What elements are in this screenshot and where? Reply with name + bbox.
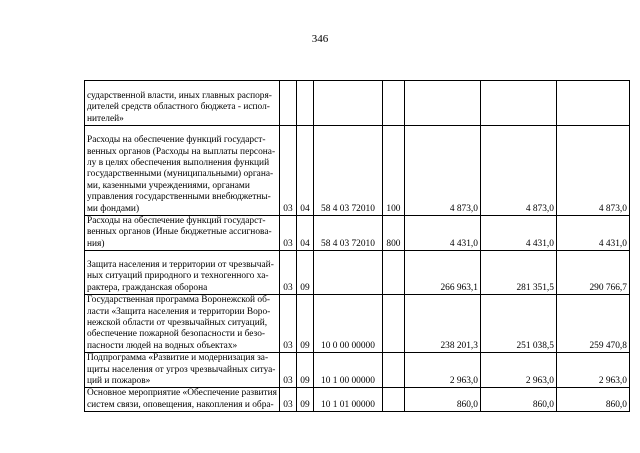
row-name-cell <box>85 216 280 251</box>
target-article-cell: 10 1 00 00000 <box>313 353 382 388</box>
row-name-line: Государственная программа Воронежской об- <box>87 295 270 306</box>
row-name-line: обеспечение пожарной безопасности и безо- <box>87 329 266 340</box>
row-name-line: ми фондами) <box>87 203 140 214</box>
row-name-line: ций и пожаров» <box>87 376 151 387</box>
amount-year3-cell <box>556 81 629 126</box>
table-row <box>85 251 630 295</box>
row-name-line: пасности людей на водных объектах» <box>87 340 238 351</box>
row-name-line: Расходы на обеспечение функций государст- <box>87 135 266 146</box>
expense-type-cell <box>382 81 404 126</box>
row-name-cell <box>85 353 280 388</box>
row-name-line: венных органов (Иные бюджетные ассигнова- <box>87 227 272 238</box>
row-name-line: щиты населения от угроз чрезвычайных ситуа- <box>87 364 276 375</box>
target-article-cell: 10 0 00 00000 <box>313 295 382 353</box>
section-code-cell: 03 <box>279 353 296 388</box>
amount-year2-cell: 4 873,0 <box>480 126 556 216</box>
row-name-line: управления государственными внебюджетны- <box>87 192 271 203</box>
row-name-line: Основное мероприятие «Обеспечение развития <box>87 388 277 399</box>
amount-year3-cell: 290 766,7 <box>556 251 629 295</box>
row-name-line: дителей средств областного бюджета - испол- <box>87 102 270 113</box>
expense-type-cell: 100 <box>382 126 404 216</box>
row-name-cell <box>85 81 280 126</box>
section-code-cell: 03 <box>279 295 296 353</box>
amount-year1-cell <box>404 81 480 126</box>
expense-type-cell: 800 <box>382 216 404 251</box>
amount-year1-cell: 266 963,1 <box>404 251 480 295</box>
amount-year2-cell: 2 963,0 <box>480 353 556 388</box>
target-article-cell <box>313 251 382 295</box>
expense-type-cell <box>382 353 404 388</box>
target-article-cell: 58 4 03 72010 <box>313 216 382 251</box>
budget-table <box>84 80 630 412</box>
row-name-line: ми, казенными учреждениями, органами <box>87 180 250 191</box>
row-name-cell <box>85 251 280 295</box>
table-row <box>85 81 630 126</box>
section-code-cell <box>279 81 296 126</box>
amount-year2-cell: 251 038,5 <box>480 295 556 353</box>
section-code-cell: 03 <box>279 126 296 216</box>
amount-year3-cell: 2 963,0 <box>556 353 629 388</box>
subsection-code-cell: 09 <box>296 388 313 412</box>
amount-year1-cell: 238 201,3 <box>404 295 480 353</box>
row-name-line: лу в целях обеспечения выполнения функций <box>87 157 270 168</box>
page-number: 346 <box>311 33 329 45</box>
amount-year2-cell: 4 431,0 <box>480 216 556 251</box>
row-name-line: государственными (муниципальными) органа- <box>87 169 274 180</box>
row-name-cell <box>85 126 280 216</box>
expense-type-cell <box>382 251 404 295</box>
section-code-cell: 03 <box>279 216 296 251</box>
target-article-cell <box>313 81 382 126</box>
subsection-code-cell: 09 <box>296 295 313 353</box>
subsection-code-cell: 04 <box>296 126 313 216</box>
row-name-line: нежской области от чрезвычайных ситуаций, <box>87 318 268 329</box>
subsection-code-cell <box>296 81 313 126</box>
row-name-cell <box>85 388 280 412</box>
row-name-line: венных органов (Расходы на выплаты персона- <box>87 146 276 157</box>
row-name-line: рактера, гражданская оборона <box>87 282 208 293</box>
target-article-cell: 10 1 01 00000 <box>313 388 382 412</box>
amount-year2-cell: 860,0 <box>480 388 556 412</box>
row-name-line: ных ситуаций природного и техногенного ха- <box>87 271 269 282</box>
expense-type-cell <box>382 388 404 412</box>
section-code-cell: 03 <box>279 388 296 412</box>
row-name-line: ласти «Защита населения и территории Воро- <box>87 306 271 317</box>
subsection-code-cell: 09 <box>296 251 313 295</box>
amount-year1-cell: 2 963,0 <box>404 353 480 388</box>
table-row <box>85 388 630 412</box>
table-row <box>85 353 630 388</box>
row-name-line: Расходы на обеспечение функций государст- <box>87 216 266 226</box>
amount-year2-cell <box>480 81 556 126</box>
amount-year3-cell: 4 431,0 <box>556 216 629 251</box>
section-code-cell: 03 <box>279 251 296 295</box>
row-name-line: Подпрограмма «Развитие и модернизация за- <box>87 353 269 364</box>
amount-year1-cell: 4 873,0 <box>404 126 480 216</box>
row-name-cell <box>85 295 280 353</box>
amount-year2-cell: 281 351,5 <box>480 251 556 295</box>
table-row <box>85 216 630 251</box>
row-name-line: ния) <box>87 238 105 249</box>
subsection-code-cell: 09 <box>296 353 313 388</box>
expense-type-cell <box>382 295 404 353</box>
table-row <box>85 126 630 216</box>
amount-year1-cell: 4 431,0 <box>404 216 480 251</box>
row-name-line: нителей» <box>87 113 124 124</box>
target-article-cell: 58 4 03 72010 <box>313 126 382 216</box>
amount-year3-cell: 860,0 <box>556 388 629 412</box>
table-body <box>85 81 630 412</box>
subsection-code-cell: 04 <box>296 216 313 251</box>
row-name-line: сударственной власти, иных главных распоря- <box>87 90 272 101</box>
row-name-line: систем связи, оповещения, накопления и обра- <box>87 399 274 410</box>
row-name-line: Защита населения и территории от чрезвычай- <box>87 260 274 270</box>
table-row <box>85 295 630 353</box>
amount-year3-cell: 259 470,8 <box>556 295 629 353</box>
amount-year3-cell: 4 873,0 <box>556 126 629 216</box>
amount-year1-cell: 860,0 <box>404 388 480 412</box>
